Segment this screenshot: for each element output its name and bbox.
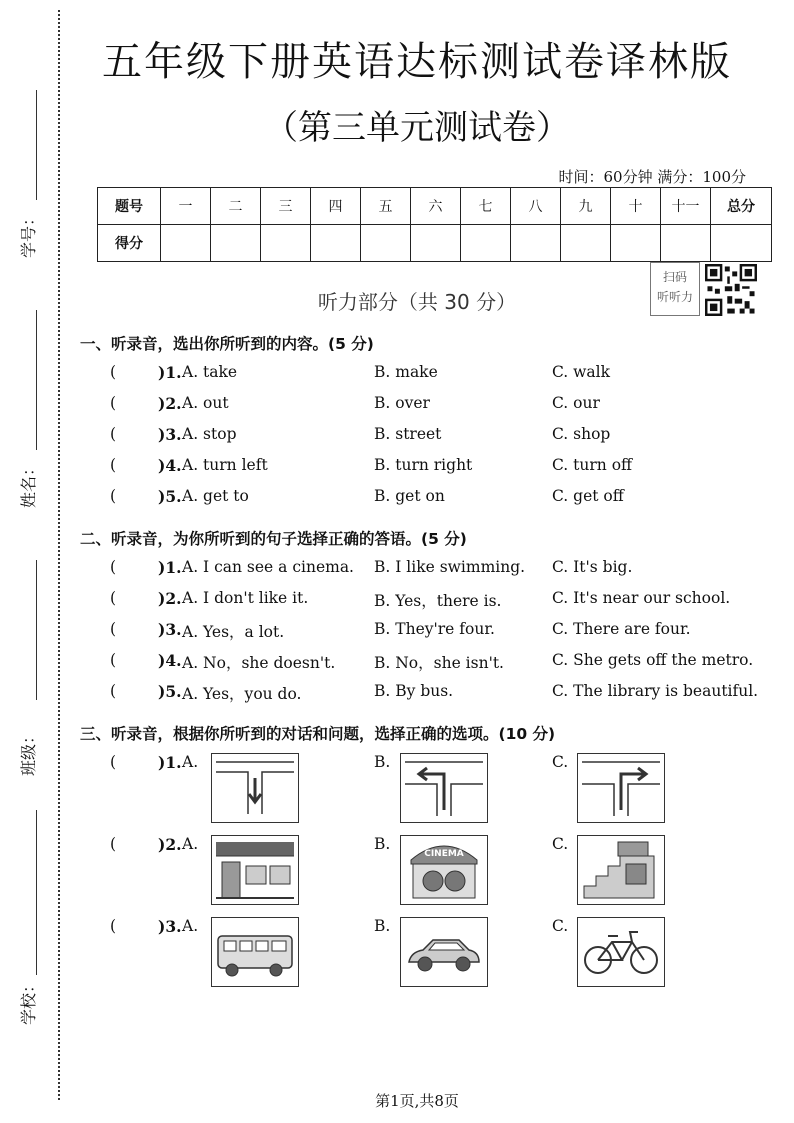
score-cell: 题号 bbox=[98, 188, 161, 225]
score-cell: 三 bbox=[261, 188, 311, 225]
bus-picture bbox=[211, 917, 299, 987]
score-table-header-row bbox=[98, 188, 772, 225]
option-c: C. turn off bbox=[552, 456, 633, 474]
option-a: A. out bbox=[182, 394, 229, 412]
turn-right-road-picture bbox=[577, 753, 665, 823]
score-input-cell[interactable] bbox=[311, 225, 361, 262]
question-row bbox=[110, 425, 770, 447]
answer-blank[interactable]: ( bbox=[110, 558, 117, 576]
question-number: )2. bbox=[158, 835, 182, 854]
question-row bbox=[110, 487, 770, 509]
part2-title: 二、听录音，为你所听到的句子选择正确的答语。(5 分) bbox=[80, 530, 467, 548]
option-a: A. stop bbox=[182, 425, 237, 443]
option-a: A. turn left bbox=[182, 456, 268, 474]
answer-blank[interactable]: ( bbox=[110, 425, 117, 443]
option-a: A. take bbox=[182, 363, 238, 381]
car-picture bbox=[400, 917, 488, 987]
score-table bbox=[97, 187, 772, 262]
cinema-picture bbox=[400, 835, 488, 905]
picture-question-row bbox=[110, 753, 770, 823]
part3-title: 三、听录音，根据你所听到的对话和问题，选择正确的选项。(10 分) bbox=[80, 725, 556, 743]
name-label: 姓名： bbox=[19, 459, 38, 508]
picture-question-row bbox=[110, 835, 770, 905]
score-cell: 十一 bbox=[661, 188, 711, 225]
option-c: C. It's near our school. bbox=[552, 589, 731, 607]
answer-blank[interactable]: ( bbox=[110, 589, 117, 607]
score-cell: 七 bbox=[461, 188, 511, 225]
option-c: C. shop bbox=[552, 425, 611, 443]
class-label: 班级： bbox=[19, 727, 38, 776]
score-input-cell[interactable] bbox=[211, 225, 261, 262]
option-b: B. over bbox=[374, 394, 430, 412]
score-input-cell[interactable] bbox=[511, 225, 561, 262]
score-cell: 一 bbox=[161, 188, 211, 225]
option-c: C. get off bbox=[552, 487, 624, 505]
option-b: B. I like swimming. bbox=[374, 558, 526, 576]
question-row bbox=[110, 558, 770, 580]
question-number: )3. bbox=[158, 917, 182, 936]
score-cell: 五 bbox=[361, 188, 411, 225]
shop-picture bbox=[211, 835, 299, 905]
option-b-label: B. bbox=[374, 753, 391, 771]
option-a: A. Yes，a lot. bbox=[182, 623, 285, 641]
question-number: )2. bbox=[158, 394, 182, 413]
score-cell: 八 bbox=[511, 188, 561, 225]
option-b: B. street bbox=[374, 425, 442, 443]
option-c-label: C. bbox=[552, 917, 569, 935]
option-b: B. No，she isn't. bbox=[374, 654, 504, 672]
question-row bbox=[110, 651, 770, 673]
option-a: A. I don't like it. bbox=[182, 589, 309, 607]
score-input-cell[interactable] bbox=[411, 225, 461, 262]
turn-left-road-picture bbox=[400, 753, 488, 823]
score-input-cell[interactable] bbox=[661, 225, 711, 262]
question-number: )4. bbox=[158, 456, 182, 475]
question-number: )4. bbox=[158, 651, 182, 670]
question-number: )5. bbox=[158, 682, 182, 701]
option-b-label: B. bbox=[374, 917, 391, 935]
question-row bbox=[110, 456, 770, 478]
scan-label: 扫码 bbox=[662, 270, 687, 284]
answer-blank[interactable]: ( bbox=[110, 917, 117, 935]
option-b: B. get on bbox=[374, 487, 445, 505]
score-cell: 二 bbox=[211, 188, 261, 225]
option-c: C. our bbox=[552, 394, 600, 412]
page-subtitle: （第三单元测试卷） bbox=[264, 108, 570, 148]
answer-blank[interactable]: ( bbox=[110, 363, 117, 381]
question-number: )3. bbox=[158, 425, 182, 444]
option-b: B. make bbox=[374, 363, 438, 381]
picture-question-row bbox=[110, 917, 770, 987]
option-c-label: C. bbox=[552, 753, 569, 771]
question-row bbox=[110, 620, 770, 642]
option-b: B. They're four. bbox=[374, 620, 495, 638]
cut-line bbox=[58, 10, 60, 1100]
option-c: C. The library is beautiful. bbox=[552, 682, 759, 700]
option-b: B. turn right bbox=[374, 456, 473, 474]
option-a: A. I can see a cinema. bbox=[182, 558, 354, 576]
score-cell: 十 bbox=[611, 188, 661, 225]
score-cell: 得分 bbox=[98, 225, 161, 262]
question-number: )1. bbox=[158, 363, 182, 382]
library-stairs-picture bbox=[577, 835, 665, 905]
option-b-label: B. bbox=[374, 835, 391, 853]
answer-blank[interactable]: ( bbox=[110, 487, 117, 505]
score-input-cell[interactable] bbox=[361, 225, 411, 262]
option-c: C. walk bbox=[552, 363, 611, 381]
part1-title: 一、听录音，选出你所听到的内容。(5 分) bbox=[80, 335, 374, 353]
exam-meta: 时间：60分钟 满分：100分 bbox=[558, 168, 746, 186]
score-table-score-row bbox=[98, 225, 772, 262]
question-number: )2. bbox=[158, 589, 182, 608]
score-cell: 九 bbox=[561, 188, 611, 225]
cinema-sign-text: CINEMA bbox=[424, 849, 464, 859]
answer-blank[interactable]: ( bbox=[110, 456, 117, 474]
option-c: C. There are four. bbox=[552, 620, 691, 638]
score-cell: 四 bbox=[311, 188, 361, 225]
score-input-cell[interactable] bbox=[261, 225, 311, 262]
option-b: B. Yes，there is. bbox=[374, 592, 502, 610]
listening-section-heading: 听力部分（共 30 分） bbox=[317, 290, 517, 314]
question-row bbox=[110, 682, 770, 704]
score-cell: 总分 bbox=[711, 188, 772, 225]
question-number: )1. bbox=[158, 558, 182, 577]
score-input-cell[interactable] bbox=[611, 225, 661, 262]
score-input-cell[interactable] bbox=[711, 225, 772, 262]
bicycle-picture bbox=[577, 917, 665, 987]
answer-blank[interactable]: ( bbox=[110, 394, 117, 412]
option-a: A. Yes，you do. bbox=[182, 685, 302, 703]
question-number: )1. bbox=[158, 753, 182, 772]
answer-blank[interactable]: ( bbox=[110, 753, 117, 771]
page-title: 五年级下册英语达标测试卷译林版 bbox=[102, 39, 732, 85]
option-a-label: A. bbox=[182, 917, 199, 935]
binding-strip bbox=[0, 0, 64, 1123]
option-a-label: A. bbox=[182, 835, 199, 853]
question-row bbox=[110, 589, 770, 611]
listen-label: 听听力 bbox=[656, 290, 693, 304]
option-a: A. No，she doesn't. bbox=[182, 654, 336, 672]
answer-blank[interactable]: ( bbox=[110, 651, 117, 669]
question-number: )5. bbox=[158, 487, 182, 506]
option-c: C. It's big. bbox=[552, 558, 633, 576]
student-id-label: 学号： bbox=[19, 209, 38, 258]
option-c-label: C. bbox=[552, 835, 569, 853]
score-input-cell[interactable] bbox=[161, 225, 211, 262]
score-cell: 六 bbox=[411, 188, 461, 225]
question-number: )3. bbox=[158, 620, 182, 639]
option-a: A. get to bbox=[182, 487, 249, 505]
score-input-cell[interactable] bbox=[561, 225, 611, 262]
option-c: C. She gets off the metro. bbox=[552, 651, 754, 669]
page-footer: 第1页,共8页 bbox=[375, 1092, 459, 1110]
answer-blank[interactable]: ( bbox=[110, 835, 117, 853]
answer-blank[interactable]: ( bbox=[110, 620, 117, 638]
go-straight-down-road-picture bbox=[211, 753, 299, 823]
question-row bbox=[110, 363, 770, 385]
question-row bbox=[110, 394, 770, 416]
score-input-cell[interactable] bbox=[461, 225, 511, 262]
option-a-label: A. bbox=[182, 753, 199, 771]
school-label: 学校： bbox=[19, 976, 38, 1025]
answer-blank[interactable]: ( bbox=[110, 682, 117, 700]
option-b: B. By bus. bbox=[374, 682, 454, 700]
